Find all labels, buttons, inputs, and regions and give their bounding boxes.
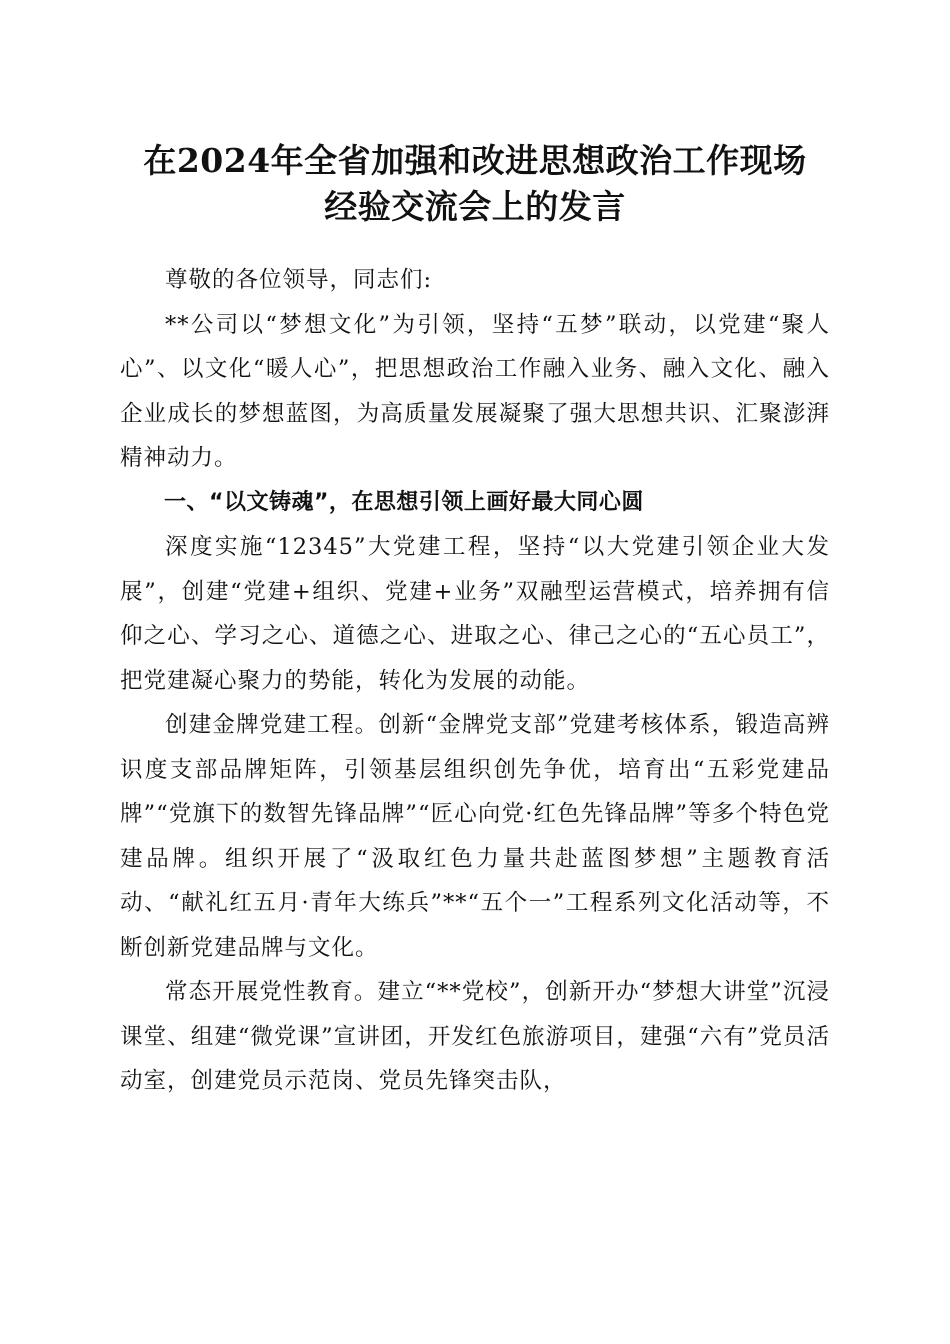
document-body <box>120 258 830 1104</box>
section-1-heading: 一、“以文铸魂”，在思想引领上画好最大同心圆 <box>164 489 644 515</box>
intro-paragraph: **公司以“梦想文化”为引领，坚持“五梦”联动，以党建“聚人心”、以文化“暖人心”，把思想政治工作融入业务、融入文化、融入企业成长的梦想蓝图，为高质量发展凝聚了强大思想共识、汇聚澎湃精神动力。 <box>120 311 830 471</box>
salutation: 尊敬的各位领导，同志们: <box>165 267 433 293</box>
section-1-paragraph-1: 深度实施“12345”大党建工程，坚持“以大党建引领企业大发展”，创建“党建+组织、党建+业务”双融型运营模式，培养拥有信仰之心、学习之心、道德之心、进取之心、律己之心的“五心员工”，把党建凝心聚力的势能，转化为发展的动能。 <box>120 534 830 694</box>
title-line-2: 经验交流会上的发言 <box>324 187 626 226</box>
document-title <box>120 138 830 230</box>
section-1-paragraph-3: 常态开展党性教育。建立“**党校”，创新开办“梦想大讲堂”沉浸课堂、组建“微党课”宣讲团，开发红色旅游项目，建强“六有”党员活动室，创建党员示范岗、党员先锋突击队， <box>120 979 830 1094</box>
title-line-1: 在2024年全省加强和改进思想政治工作现场 <box>143 141 807 180</box>
document-page <box>120 138 830 1104</box>
section-1-paragraph-2: 创建金牌党建工程。创新“金牌党支部”党建考核体系，锻造高辨识度支部品牌矩阵，引领基层组织创先争优，培育出“五彩党建品牌”“党旗下的数智先锋品牌”“匠心向党·红色先锋品牌”等多个特色党建品牌。组织开展了“汲取红色力量共赴蓝图梦想”主题教育活动、“献礼红五月·青年大练兵”**“五个一”工程系列文化活动等，不断创新党建品牌与文化。 <box>120 712 830 961</box>
